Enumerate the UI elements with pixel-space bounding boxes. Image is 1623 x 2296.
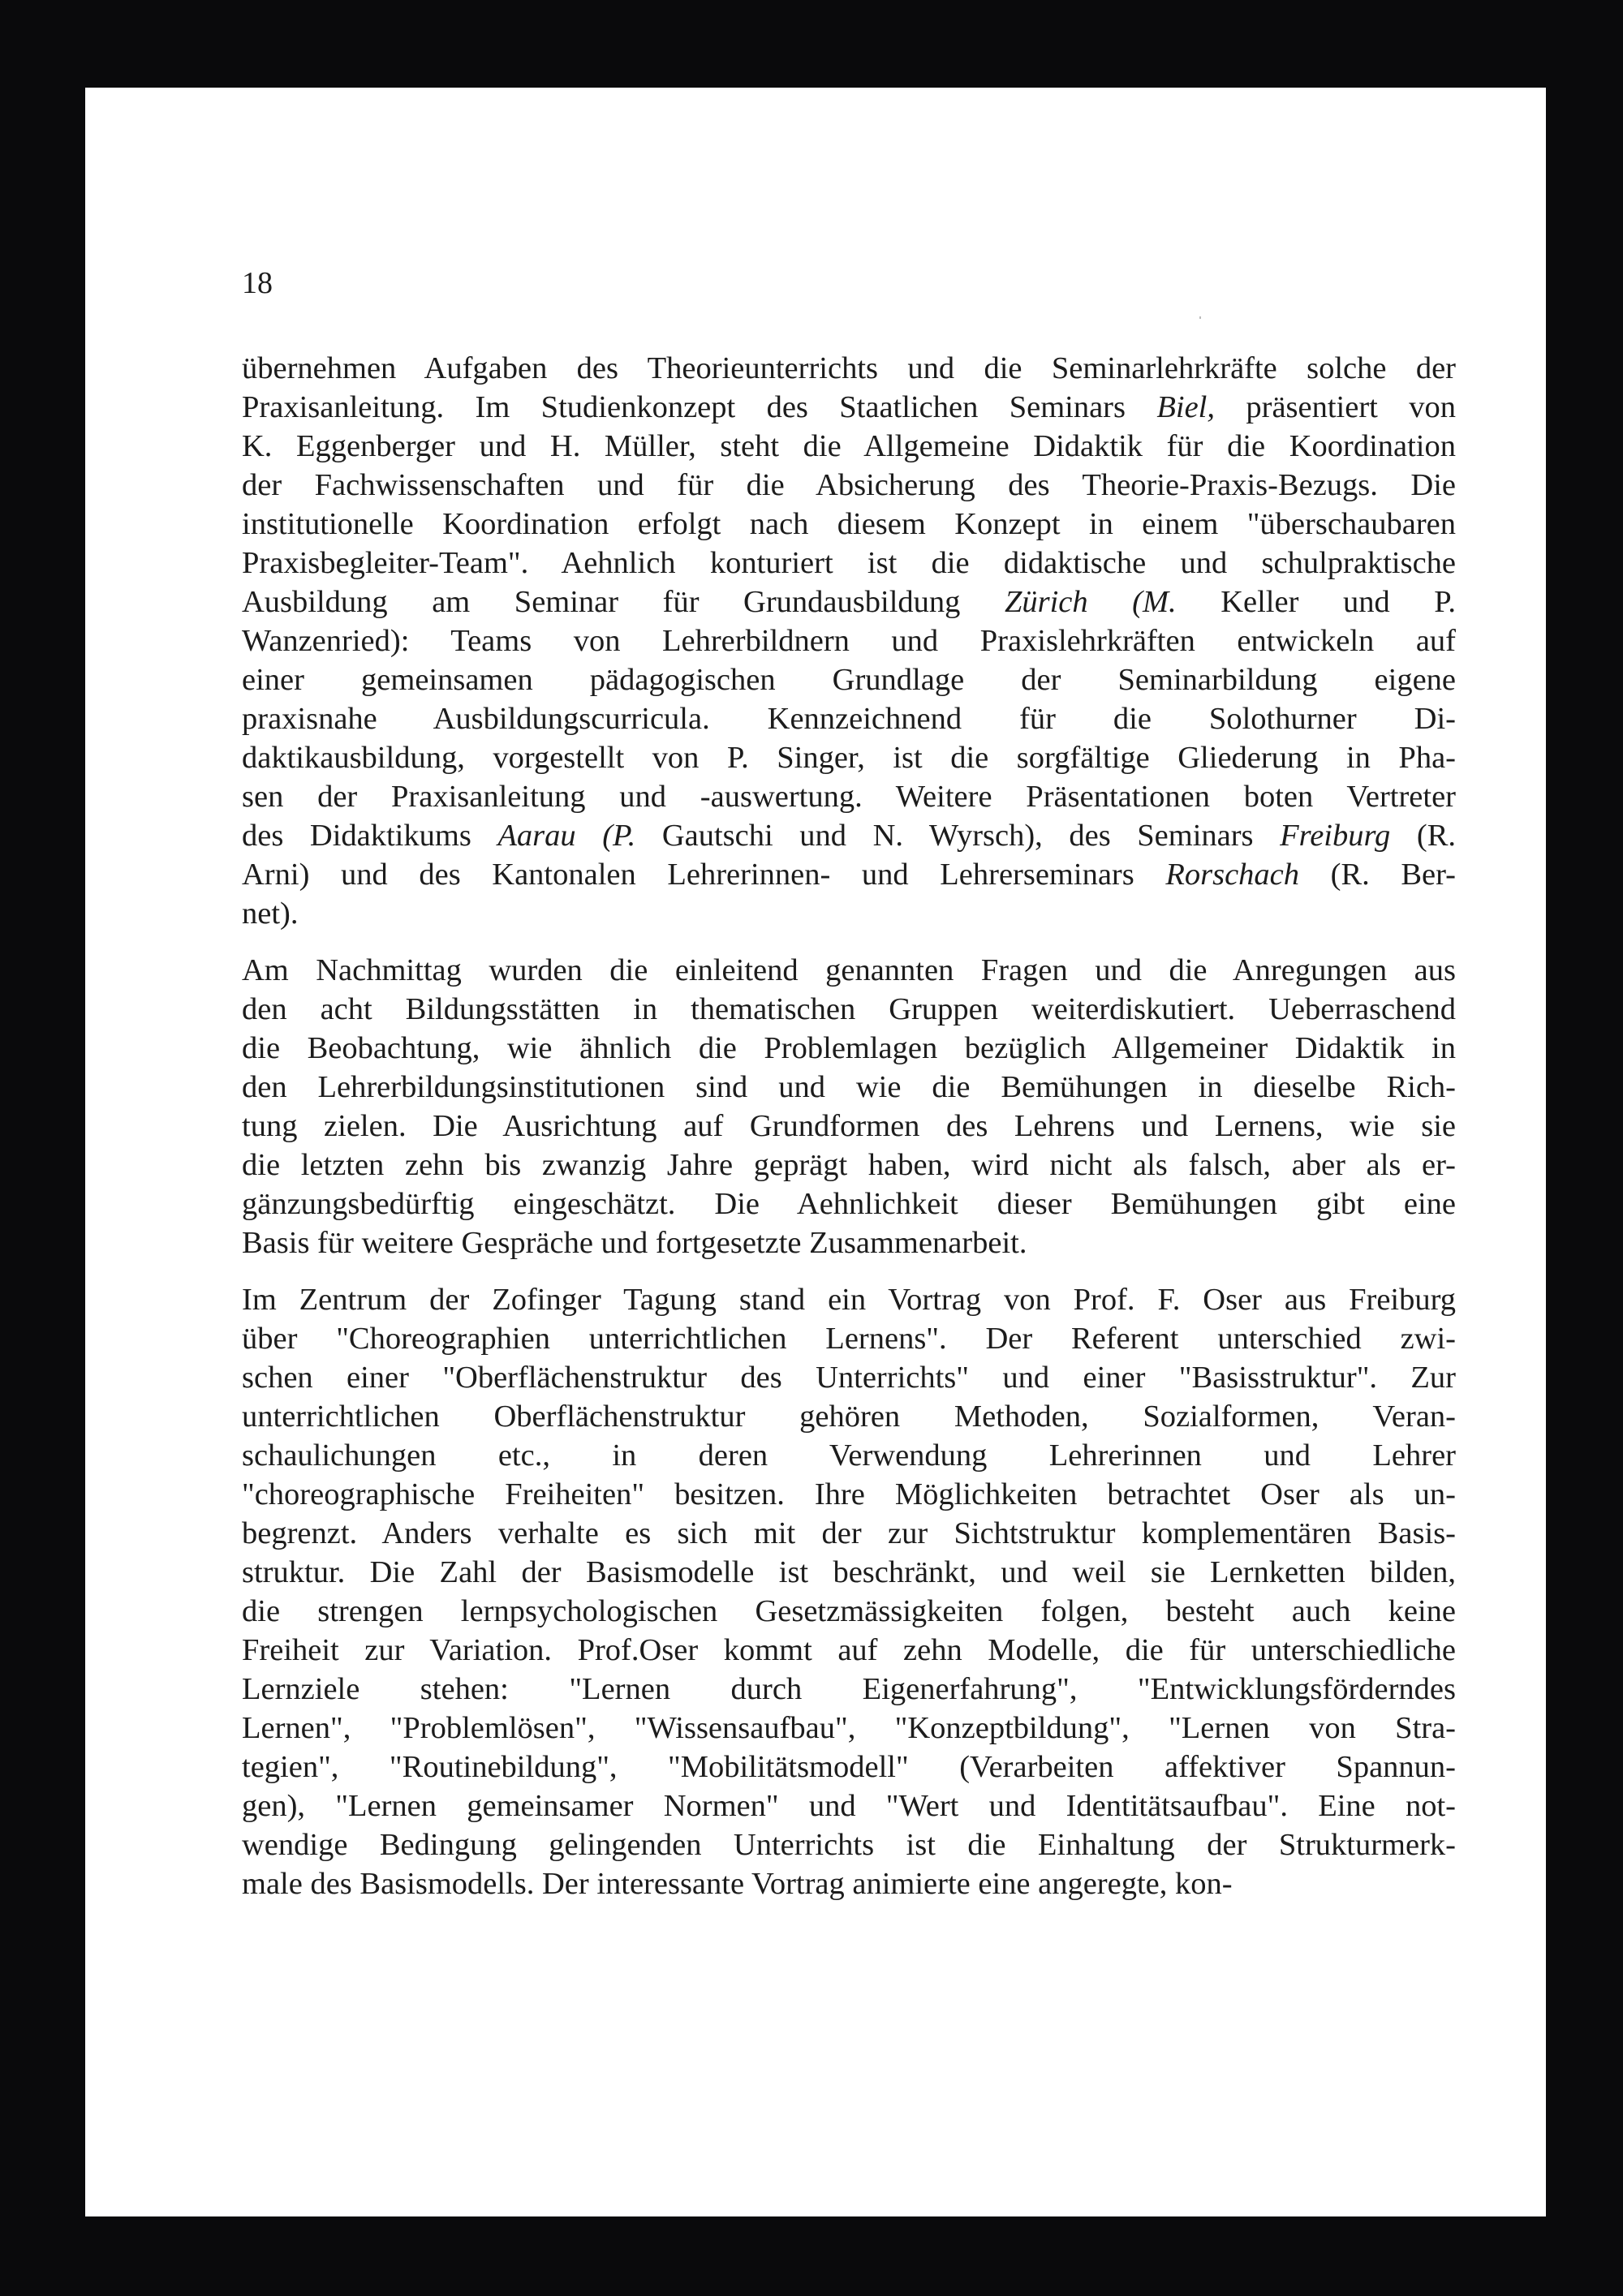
text-segment: gen), "Lernen gemeinsamer Normen" und "Wert und Identitätsaufbau". Eine not- — [242, 1789, 1456, 1823]
text-line — [242, 621, 1456, 660]
text-segment: Lernen", "Problemlösen", "Wissensaufbau", "Konzeptbildung", "Lernen von Stra- — [242, 1711, 1456, 1745]
text-line — [242, 1631, 1456, 1670]
text-line — [242, 1107, 1456, 1146]
text-line — [242, 505, 1456, 544]
text-segment: die letzten zehn bis zwanzig Jahre geprägt haben, wird nicht als falsch, aber als er- — [242, 1148, 1456, 1182]
text-line — [242, 1825, 1456, 1864]
text-line — [242, 1223, 1456, 1262]
italic-place-name: Zürich (M. — [1004, 585, 1177, 619]
document-page — [85, 88, 1546, 2216]
text-line — [242, 1185, 1456, 1223]
text-line — [242, 951, 1456, 990]
text-segment: unterrichtlichen Oberflächenstruktur gehören Methoden, Sozialformen, Veran- — [242, 1400, 1456, 1434]
text-line — [242, 1786, 1456, 1825]
text-segment: praxisnahe Ausbildungscurricula. Kennzeichnend für die Solothurner Di- — [242, 702, 1456, 736]
text-segment: daktikausbildung, vorgestellt von P. Singer, ist die sorgfältige Gliederung in Pha- — [242, 741, 1456, 775]
text-segment: male des Basismodells. Der interessante Vortrag animierte eine angeregte, kon- — [242, 1867, 1233, 1901]
text-line — [242, 583, 1456, 621]
page-number: 18 — [242, 266, 273, 300]
text-line — [242, 1358, 1456, 1397]
text-line — [242, 660, 1456, 699]
text-segment: begrenzt. Anders verhalte es sich mit der zur Sichtstruktur komplementären Basis- — [242, 1516, 1456, 1550]
text-segment: der Fachwissenschaften und für die Absicherung des Theorie-Praxis-Bezugs. Die — [242, 468, 1456, 502]
paragraph — [242, 349, 1456, 933]
text-segment: sen der Praxisanleitung und -auswertung. Weitere Präsentationen boten Vertreter — [242, 780, 1456, 814]
text-line — [242, 388, 1456, 427]
text-line — [242, 544, 1456, 583]
text-segment: wendige Bedingung gelingenden Unterrichts ist die Einhaltung der Strukturmerk- — [242, 1828, 1456, 1862]
text-segment: Ausbildung am Seminar für Grundausbildung — [242, 585, 1005, 619]
text-line — [242, 1592, 1456, 1631]
text-segment: Praxisanleitung. Im Studienkonzept des Staatlichen Seminars — [242, 390, 1157, 424]
text-line — [242, 1068, 1456, 1107]
text-segment: "choreographische Freiheiten" besitzen. Ihre Möglichkeiten betrachtet Oser als un- — [242, 1477, 1456, 1511]
text-segment: Am Nachmittag wurden die einleitend genannten Fragen und die Anregungen aus — [242, 953, 1456, 987]
text-segment: tegien", "Routinebildung", "Mobilitätsmodell" (Verarbeiten affektiver Spannun- — [242, 1750, 1456, 1784]
text-segment: schen einer "Oberflächenstruktur des Unterrichts" und einer "Basisstruktur". Zur — [242, 1361, 1456, 1395]
italic-place-name: Biel, — [1156, 390, 1215, 424]
text-segment: über "Choreographien unterrichtlichen Lernens". Der Referent unterschied zwi- — [242, 1322, 1456, 1356]
text-line — [242, 349, 1456, 388]
text-segment: den acht Bildungsstätten in thematischen Gruppen weiterdiskutiert. Ueberraschend — [242, 992, 1456, 1026]
text-line — [242, 466, 1456, 505]
text-line — [242, 1864, 1456, 1903]
text-segment: Wanzenried): Teams von Lehrerbildnern und Praxislehrkräften entwickeln auf — [242, 624, 1456, 658]
text-line — [242, 738, 1456, 777]
text-line — [242, 1709, 1456, 1748]
text-segment: Gautschi und N. Wyrsch), des Seminars — [635, 819, 1281, 853]
text-line — [242, 1280, 1456, 1319]
text-line — [242, 1436, 1456, 1475]
text-segment: präsentiert von — [1215, 390, 1456, 424]
text-line — [242, 699, 1456, 738]
text-segment: net). — [242, 896, 299, 931]
text-line — [242, 427, 1456, 466]
text-segment: den Lehrerbildungsinstitutionen sind und wie die Bemühungen in dieselbe Rich- — [242, 1070, 1456, 1104]
text-line — [242, 1319, 1456, 1358]
text-segment: struktur. Die Zahl der Basismodelle ist beschränkt, und weil sie Lernketten bilden, — [242, 1555, 1456, 1589]
body-text — [242, 349, 1456, 1903]
text-segment: Basis für weitere Gespräche und fortgesetzte Zusammenarbeit. — [242, 1226, 1027, 1260]
italic-place-name: Aarau (P. — [497, 819, 636, 853]
text-segment: institutionelle Koordination erfolgt nach diesem Konzept in einem "überschaubaren — [242, 507, 1456, 541]
text-segment: Praxisbegleiter-Team". Aehnlich konturiert ist die didaktische und schulpraktische — [242, 546, 1456, 580]
text-segment: Arni) und des Kantonalen Lehrerinnen- und Lehrerseminars — [242, 858, 1166, 892]
text-line — [242, 1553, 1456, 1592]
italic-place-name: Freiburg — [1280, 819, 1391, 853]
text-segment: Freiheit zur Variation. Prof.Oser kommt auf zehn Modelle, die für unterschiedliche — [242, 1633, 1456, 1667]
text-segment: Lernziele stehen: "Lernen durch Eigenerfahrung", "Entwicklungsförderndes — [242, 1672, 1456, 1706]
text-line — [242, 1029, 1456, 1068]
text-segment: des Didaktikums — [242, 819, 498, 853]
scan-speck — [1199, 316, 1201, 319]
text-line — [242, 1146, 1456, 1185]
text-segment: tung zielen. Die Ausrichtung auf Grundformen des Lehrens und Lernens, wie sie — [242, 1109, 1456, 1143]
paragraph — [242, 951, 1456, 1262]
text-segment: Im Zentrum der Zofinger Tagung stand ein Vortrag von Prof. F. Oser aus Freiburg — [242, 1283, 1456, 1317]
text-line — [242, 1514, 1456, 1553]
text-line — [242, 1670, 1456, 1709]
text-segment: K. Eggenberger und H. Müller, steht die Allgemeine Didaktik für die Koordination — [242, 429, 1456, 463]
text-line — [242, 1475, 1456, 1514]
paragraph — [242, 1280, 1456, 1903]
text-line — [242, 1397, 1456, 1436]
text-line — [242, 777, 1456, 816]
text-line — [242, 816, 1456, 855]
text-line — [242, 990, 1456, 1029]
text-segment: (R. — [1390, 819, 1457, 853]
text-segment: schaulichungen etc., in deren Verwendung Lehrerinnen und Lehrer — [242, 1438, 1456, 1473]
text-segment: die strengen lernpsychologischen Gesetzmässigkeiten folgen, besteht auch keine — [242, 1594, 1456, 1628]
text-segment: einer gemeinsamen pädagogischen Grundlage der Seminarbildung eigene — [242, 663, 1456, 697]
text-line — [242, 894, 1456, 933]
text-segment: die Beobachtung, wie ähnlich die Problemlagen bezüglich Allgemeiner Didaktik in — [242, 1031, 1456, 1065]
text-segment: Keller und P. — [1176, 585, 1456, 619]
text-line — [242, 1748, 1456, 1786]
text-line — [242, 855, 1456, 894]
text-segment: (R. Ber- — [1299, 858, 1457, 892]
text-segment: übernehmen Aufgaben des Theorieunterrichts und die Seminarlehrkräfte solche der — [242, 351, 1456, 385]
italic-place-name: Rorschach — [1165, 858, 1300, 892]
text-segment: gänzungsbedürftig eingeschätzt. Die Aehnlichkeit dieser Bemühungen gibt eine — [242, 1187, 1456, 1221]
